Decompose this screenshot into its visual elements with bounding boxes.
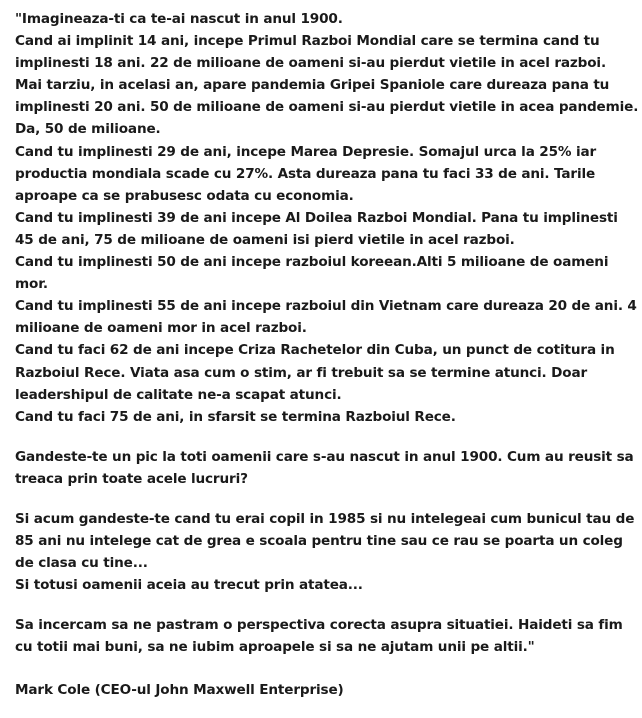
paragraph-perspective: Sa incercam sa ne pastram o perspectiva corecta asupra situatiei. Haideti sa fim cu totii mai buni, sa ne iubim aproapele si sa ne ajutam unii pe altii." <box>15 617 623 656</box>
paragraph-vietnam-war: Cand tu implinesti 55 de ani incepe razboiul din Vietnam care dureaza 20 de ani. 4 milioane de oameni mor in acel razboi. <box>15 298 637 337</box>
paragraph-great-depression: Cand tu implinesti 29 de ani, incepe Marea Depresie. Somajul urca la 25% iar productia mondiala scade cu 27%. Asta dureaza pana tu faci 33 de ani. Tarile aproape ca se prabusesc odata cu economia. <box>15 143 597 204</box>
paragraph-ww1: Cand ai implinit 14 ani, incepe Primul Razboi Mondial care se termina cand tu implinesti 18 ani. 22 de milioane de oameni si-au pierdut vietile in acel razboi. <box>15 33 606 72</box>
signature-attribution: Mark Cole (CEO-ul John Maxwell Enterprise) <box>15 681 344 698</box>
paragraph-spacer <box>15 596 639 614</box>
paragraph-ww2: Cand tu implinesti 39 de ani incepe Al Doilea Razboi Mondial. Pana tu implinesti 45 de ani, 75 de milioane de oameni isi pierd vietile in acel razboi. <box>15 209 618 248</box>
paragraph-reflection: Gandeste-te un pic la toti oamenii care s-au nascut in anul 1900. Cum au reusit sa treaca prin toate acele lucruri? <box>15 448 634 487</box>
paragraph-cuban-missile-crisis: Cand tu faci 62 de ani incepe Criza Rachetelor din Cuba, un punct de cotitura in Razboiul Rece. Viata asa cum o stim, ar fi trebuit sa se termine atunci. Doar leadershipul de calitate ne-a scapat atunci. <box>15 342 615 403</box>
paragraph-cold-war-end: Cand tu faci 75 de ani, in sfarsit se termina Razboiul Rece. <box>15 408 456 425</box>
paragraph-spanish-flu: Mai tarziu, in acelasi an, apare pandemia Gripei Spaniole care dureaza pana tu implinesti 20 ani. 50 de milioane de oameni si-au pierdut vietile in acea pandemie. Da, 50 de milioane. <box>15 77 639 138</box>
paragraph-spacer <box>15 490 639 508</box>
paragraph-childhood: Si acum gandeste-te cand tu erai copil in 1985 si nu intelegeai cum bunicul tau de 85 ani nu intelege cat de grea e scoala pentru tine sau ce rau se poarta un coleg de clasa cu tine... <box>15 510 635 572</box>
document-body <box>15 8 639 701</box>
paragraph-resilience: Si totusi oamenii aceia au trecut prin atatea... <box>15 577 363 594</box>
paragraph-spacer <box>15 659 639 679</box>
paragraph-korean-war: Cand tu implinesti 50 de ani incepe razboiul koreean.Alti 5 milioane de oameni mor. <box>15 254 609 293</box>
paragraph-spacer <box>15 428 639 446</box>
paragraph-intro: "Imagineaza-ti ca te-ai nascut in anul 1900. <box>15 11 343 27</box>
